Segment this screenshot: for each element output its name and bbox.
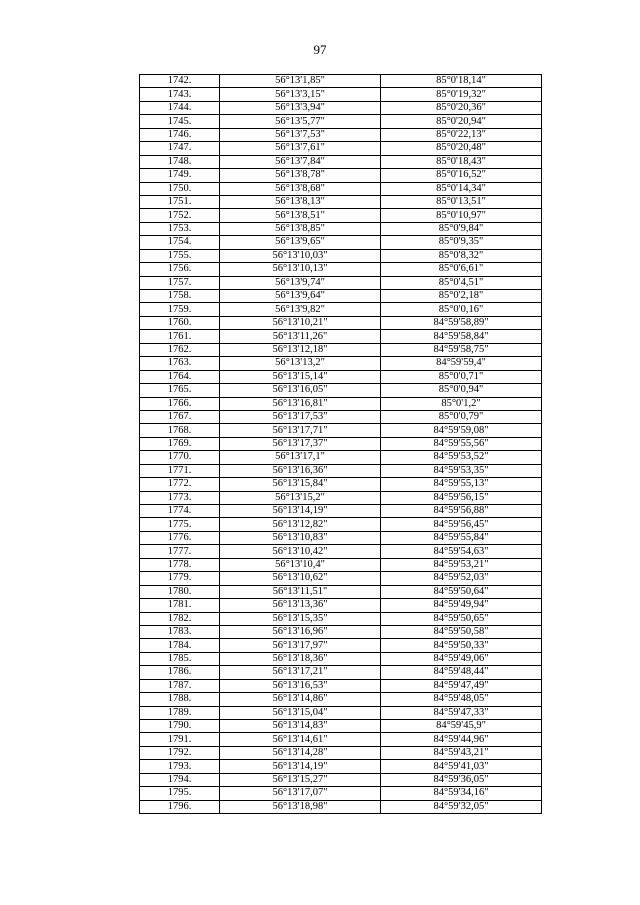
point-number-cell: 1788. <box>140 693 220 706</box>
point-number-cell: 1784. <box>140 639 220 652</box>
point-number-cell: 1749. <box>140 169 220 182</box>
latitude-cell: 56°13'8,68" <box>220 182 381 195</box>
point-number-cell: 1754. <box>140 236 220 249</box>
longitude-cell: 84°59'45,9" <box>381 720 542 733</box>
latitude-cell: 56°13'15,04" <box>220 706 381 719</box>
longitude-cell: 85°0'9,84" <box>381 222 542 235</box>
latitude-cell: 56°13'17,07" <box>220 787 381 800</box>
table-row <box>140 316 542 329</box>
point-number-cell: 1770. <box>140 451 220 464</box>
longitude-cell: 85°0'20,94" <box>381 115 542 128</box>
table-row <box>140 290 542 303</box>
longitude-cell: 85°0'13,51" <box>381 195 542 208</box>
longitude-cell: 84°59'48,05" <box>381 693 542 706</box>
table-row <box>140 666 542 679</box>
point-number-cell: 1769. <box>140 437 220 450</box>
table-row <box>140 679 542 692</box>
longitude-cell: 85°0'18,43" <box>381 155 542 168</box>
point-number-cell: 1793. <box>140 760 220 773</box>
longitude-cell: 85°0'4,51" <box>381 276 542 289</box>
table-row <box>140 599 542 612</box>
longitude-cell: 85°0'0,94" <box>381 384 542 397</box>
latitude-cell: 56°13'15,27" <box>220 773 381 786</box>
longitude-cell: 84°59'34,16" <box>381 787 542 800</box>
point-number-cell: 1792. <box>140 746 220 759</box>
point-number-cell: 1785. <box>140 652 220 665</box>
longitude-cell: 84°59'47,49" <box>381 679 542 692</box>
point-number-cell: 1772. <box>140 478 220 491</box>
latitude-cell: 56°13'16,53" <box>220 679 381 692</box>
table-row <box>140 155 542 168</box>
longitude-cell: 85°0'0,16" <box>381 303 542 316</box>
table-row <box>140 558 542 571</box>
point-number-cell: 1782. <box>140 612 220 625</box>
latitude-cell: 56°13'14,83" <box>220 720 381 733</box>
longitude-cell: 85°0'20,36" <box>381 101 542 114</box>
coordinates-table <box>139 74 542 814</box>
table-row <box>140 451 542 464</box>
latitude-cell: 56°13'16,96" <box>220 625 381 638</box>
longitude-cell: 84°59'53,52" <box>381 451 542 464</box>
point-number-cell: 1783. <box>140 625 220 638</box>
latitude-cell: 56°13'14,19" <box>220 505 381 518</box>
latitude-cell: 56°13'10,03" <box>220 249 381 262</box>
latitude-cell: 56°13'18,98" <box>220 800 381 813</box>
point-number-cell: 1791. <box>140 733 220 746</box>
latitude-cell: 56°13'9,74" <box>220 276 381 289</box>
table-row <box>140 343 542 356</box>
latitude-cell: 56°13'14,19" <box>220 760 381 773</box>
point-number-cell: 1796. <box>140 800 220 813</box>
point-number-cell: 1787. <box>140 679 220 692</box>
longitude-cell: 84°59'55,56" <box>381 437 542 450</box>
table-row <box>140 572 542 585</box>
table-row <box>140 142 542 155</box>
point-number-cell: 1764. <box>140 370 220 383</box>
table-row <box>140 236 542 249</box>
point-number-cell: 1786. <box>140 666 220 679</box>
latitude-cell: 56°13'3,15" <box>220 88 381 101</box>
longitude-cell: 84°59'58,89" <box>381 316 542 329</box>
table-row <box>140 397 542 410</box>
longitude-cell: 84°59'44,96" <box>381 733 542 746</box>
point-number-cell: 1746. <box>140 128 220 141</box>
table-row <box>140 115 542 128</box>
table-row <box>140 276 542 289</box>
latitude-cell: 56°13'13,36" <box>220 599 381 612</box>
latitude-cell: 56°13'8,85" <box>220 222 381 235</box>
point-number-cell: 1763. <box>140 357 220 370</box>
latitude-cell: 56°13'10,42" <box>220 545 381 558</box>
point-number-cell: 1742. <box>140 75 220 88</box>
point-number-cell: 1794. <box>140 773 220 786</box>
latitude-cell: 56°13'9,82" <box>220 303 381 316</box>
table-row <box>140 75 542 88</box>
table-row <box>140 746 542 759</box>
point-number-cell: 1790. <box>140 720 220 733</box>
latitude-cell: 56°13'9,64" <box>220 290 381 303</box>
page-number: 97 <box>313 42 327 57</box>
longitude-cell: 84°59'49,06" <box>381 652 542 665</box>
point-number-cell: 1768. <box>140 424 220 437</box>
longitude-cell: 84°59'53,21" <box>381 558 542 571</box>
point-number-cell: 1771. <box>140 464 220 477</box>
latitude-cell: 56°13'14,61" <box>220 733 381 746</box>
table-row <box>140 545 542 558</box>
longitude-cell: 85°0'8,32" <box>381 249 542 262</box>
table-row <box>140 222 542 235</box>
table-row <box>140 169 542 182</box>
table-row <box>140 693 542 706</box>
table-row <box>140 195 542 208</box>
latitude-cell: 56°13'15,2" <box>220 491 381 504</box>
latitude-cell: 56°13'17,21" <box>220 666 381 679</box>
latitude-cell: 56°13'10,4" <box>220 558 381 571</box>
point-number-cell: 1765. <box>140 384 220 397</box>
longitude-cell: 84°59'50,58" <box>381 625 542 638</box>
latitude-cell: 56°13'11,26" <box>220 330 381 343</box>
point-number-cell: 1780. <box>140 585 220 598</box>
latitude-cell: 56°13'12,18" <box>220 343 381 356</box>
longitude-cell: 84°59'50,33" <box>381 639 542 652</box>
point-number-cell: 1747. <box>140 142 220 155</box>
latitude-cell: 56°13'10,13" <box>220 263 381 276</box>
longitude-cell: 84°59'36,05" <box>381 773 542 786</box>
longitude-cell: 84°59'53,35" <box>381 464 542 477</box>
table-row <box>140 88 542 101</box>
latitude-cell: 56°13'14,86" <box>220 693 381 706</box>
latitude-cell: 56°13'3,94" <box>220 101 381 114</box>
latitude-cell: 56°13'16,05" <box>220 384 381 397</box>
point-number-cell: 1775. <box>140 518 220 531</box>
table-row <box>140 370 542 383</box>
point-number-cell: 1744. <box>140 101 220 114</box>
latitude-cell: 56°13'10,62" <box>220 572 381 585</box>
table-row <box>140 505 542 518</box>
longitude-cell: 84°59'32,05" <box>381 800 542 813</box>
latitude-cell: 56°13'17,37" <box>220 437 381 450</box>
latitude-cell: 56°13'13,2" <box>220 357 381 370</box>
table-row <box>140 357 542 370</box>
table-row <box>140 410 542 423</box>
longitude-cell: 85°0'0,71" <box>381 370 542 383</box>
latitude-cell: 56°13'17,53" <box>220 410 381 423</box>
point-number-cell: 1743. <box>140 88 220 101</box>
longitude-cell: 84°59'59,4" <box>381 357 542 370</box>
table-row <box>140 773 542 786</box>
longitude-cell: 84°59'54,63" <box>381 545 542 558</box>
latitude-cell: 56°13'11,51" <box>220 585 381 598</box>
table-row <box>140 182 542 195</box>
latitude-cell: 56°13'17,97" <box>220 639 381 652</box>
longitude-cell: 84°59'59,08" <box>381 424 542 437</box>
point-number-cell: 1759. <box>140 303 220 316</box>
longitude-cell: 84°59'56,15" <box>381 491 542 504</box>
table-row <box>140 128 542 141</box>
longitude-cell: 84°59'56,45" <box>381 518 542 531</box>
point-number-cell: 1753. <box>140 222 220 235</box>
longitude-cell: 85°0'14,34" <box>381 182 542 195</box>
longitude-cell: 84°59'52,03" <box>381 572 542 585</box>
latitude-cell: 56°13'15,14" <box>220 370 381 383</box>
latitude-cell: 56°13'12,82" <box>220 518 381 531</box>
table-row <box>140 706 542 719</box>
table-row <box>140 733 542 746</box>
longitude-cell: 84°59'47,33" <box>381 706 542 719</box>
coordinates-table-body <box>140 75 542 814</box>
point-number-cell: 1789. <box>140 706 220 719</box>
point-number-cell: 1750. <box>140 182 220 195</box>
latitude-cell: 56°13'8,51" <box>220 209 381 222</box>
longitude-cell: 84°59'58,84" <box>381 330 542 343</box>
longitude-cell: 84°59'41,03" <box>381 760 542 773</box>
latitude-cell: 56°13'8,13" <box>220 195 381 208</box>
longitude-cell: 85°0'6,61" <box>381 263 542 276</box>
point-number-cell: 1755. <box>140 249 220 262</box>
longitude-cell: 85°0'20,48" <box>381 142 542 155</box>
latitude-cell: 56°13'7,53" <box>220 128 381 141</box>
point-number-cell: 1781. <box>140 599 220 612</box>
point-number-cell: 1757. <box>140 276 220 289</box>
table-row <box>140 437 542 450</box>
point-number-cell: 1773. <box>140 491 220 504</box>
point-number-cell: 1778. <box>140 558 220 571</box>
table-row <box>140 384 542 397</box>
table-row <box>140 585 542 598</box>
table-row <box>140 639 542 652</box>
longitude-cell: 85°0'2,18" <box>381 290 542 303</box>
table-row <box>140 303 542 316</box>
latitude-cell: 56°13'14,28" <box>220 746 381 759</box>
point-number-cell: 1752. <box>140 209 220 222</box>
table-row <box>140 330 542 343</box>
longitude-cell: 85°0'19,32" <box>381 88 542 101</box>
point-number-cell: 1795. <box>140 787 220 800</box>
latitude-cell: 56°13'7,84" <box>220 155 381 168</box>
table-row <box>140 531 542 544</box>
longitude-cell: 84°59'55,13" <box>381 478 542 491</box>
point-number-cell: 1777. <box>140 545 220 558</box>
longitude-cell: 85°0'18,14" <box>381 75 542 88</box>
table-row <box>140 249 542 262</box>
table-row <box>140 518 542 531</box>
point-number-cell: 1762. <box>140 343 220 356</box>
point-number-cell: 1766. <box>140 397 220 410</box>
point-number-cell: 1760. <box>140 316 220 329</box>
latitude-cell: 56°13'15,84" <box>220 478 381 491</box>
latitude-cell: 56°13'8,78" <box>220 169 381 182</box>
longitude-cell: 85°0'16,52" <box>381 169 542 182</box>
table-row <box>140 720 542 733</box>
table-row <box>140 209 542 222</box>
point-number-cell: 1745. <box>140 115 220 128</box>
latitude-cell: 56°13'15,35" <box>220 612 381 625</box>
latitude-cell: 56°13'17,71" <box>220 424 381 437</box>
latitude-cell: 56°13'16,36" <box>220 464 381 477</box>
longitude-cell: 85°0'0,79" <box>381 410 542 423</box>
table-row <box>140 625 542 638</box>
table-row <box>140 787 542 800</box>
point-number-cell: 1767. <box>140 410 220 423</box>
latitude-cell: 56°13'17,1" <box>220 451 381 464</box>
table-row <box>140 464 542 477</box>
longitude-cell: 85°0'1,2" <box>381 397 542 410</box>
longitude-cell: 84°59'56,88" <box>381 505 542 518</box>
table-row <box>140 652 542 665</box>
point-number-cell: 1779. <box>140 572 220 585</box>
point-number-cell: 1776. <box>140 531 220 544</box>
point-number-cell: 1774. <box>140 505 220 518</box>
latitude-cell: 56°13'7,61" <box>220 142 381 155</box>
latitude-cell: 56°13'16,81" <box>220 397 381 410</box>
longitude-cell: 84°59'50,65" <box>381 612 542 625</box>
table-row <box>140 424 542 437</box>
longitude-cell: 84°59'48,44" <box>381 666 542 679</box>
longitude-cell: 85°0'22,13" <box>381 128 542 141</box>
longitude-cell: 84°59'49,94" <box>381 599 542 612</box>
point-number-cell: 1748. <box>140 155 220 168</box>
table-row <box>140 478 542 491</box>
table-row <box>140 800 542 813</box>
latitude-cell: 56°13'1,85" <box>220 75 381 88</box>
latitude-cell: 56°13'5,77" <box>220 115 381 128</box>
point-number-cell: 1756. <box>140 263 220 276</box>
longitude-cell: 84°59'58,75" <box>381 343 542 356</box>
table-row <box>140 760 542 773</box>
latitude-cell: 56°13'18,36" <box>220 652 381 665</box>
latitude-cell: 56°13'9,65" <box>220 236 381 249</box>
point-number-cell: 1758. <box>140 290 220 303</box>
latitude-cell: 56°13'10,21" <box>220 316 381 329</box>
longitude-cell: 84°59'55,84" <box>381 531 542 544</box>
longitude-cell: 85°0'9,35" <box>381 236 542 249</box>
longitude-cell: 84°59'50,64" <box>381 585 542 598</box>
point-number-cell: 1761. <box>140 330 220 343</box>
point-number-cell: 1751. <box>140 195 220 208</box>
longitude-cell: 85°0'10,97" <box>381 209 542 222</box>
table-row <box>140 612 542 625</box>
longitude-cell: 84°59'43,21" <box>381 746 542 759</box>
latitude-cell: 56°13'10,83" <box>220 531 381 544</box>
table-row <box>140 491 542 504</box>
table-row <box>140 263 542 276</box>
table-row <box>140 101 542 114</box>
